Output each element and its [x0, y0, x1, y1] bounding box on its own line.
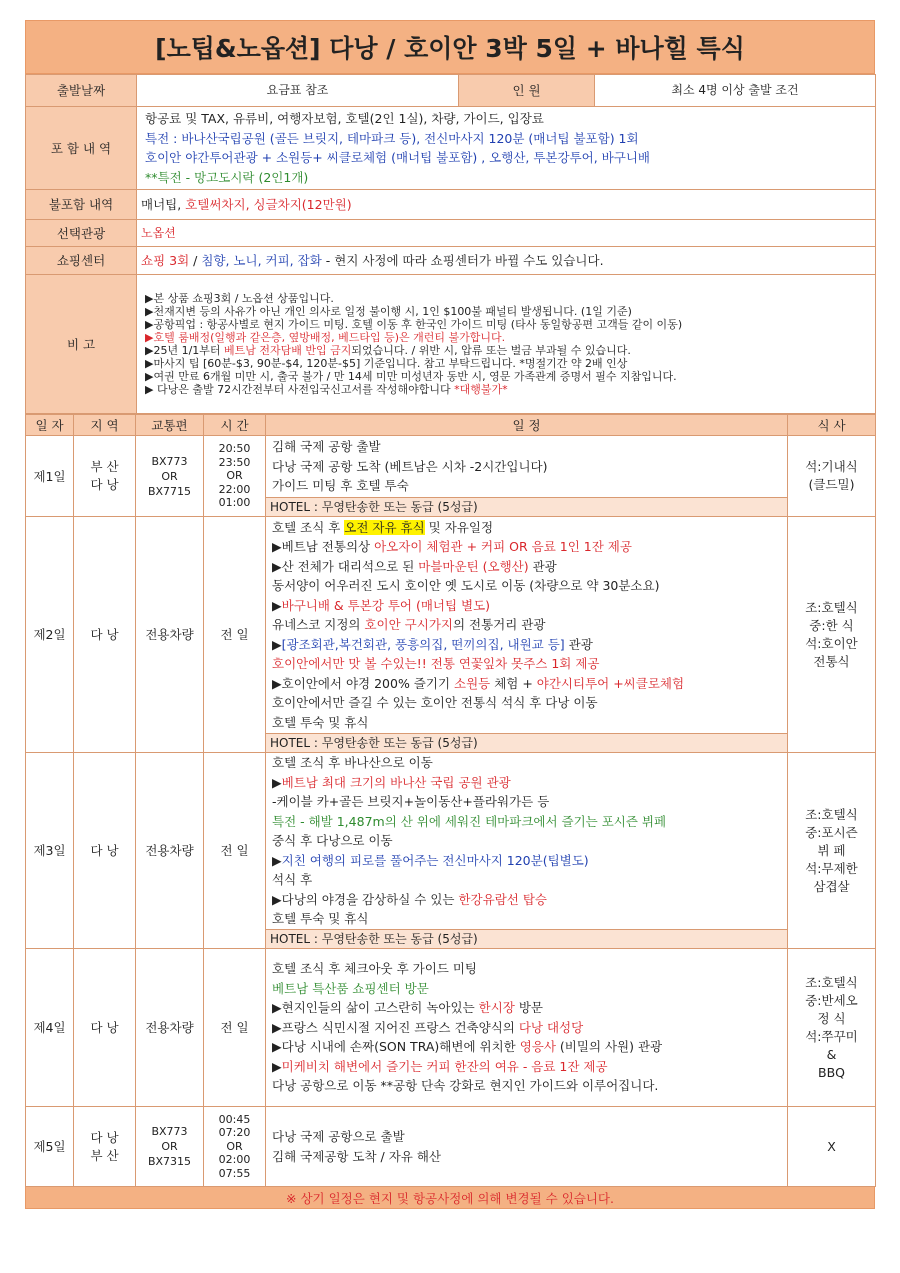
cell-line: 다 낭	[90, 626, 119, 642]
day-transport	[136, 436, 204, 517]
text-segment: ▶호이안에서 야경 200% 즐기기	[272, 675, 454, 691]
page-title: [노팁&노옵션] 다낭 / 호이안 3박 5일 + 바나힐 특식	[25, 20, 875, 74]
cell-line: 석:기내식	[805, 459, 858, 474]
text-segment: 특전 - 해발 1,487m의 산 위에 세워진 테마파크에서 즐기는 포시즌 뷔페	[272, 813, 667, 829]
text-line	[272, 1147, 781, 1167]
text-segment: 호이안에서만 맛 볼 수있는!! 전통 연꽃잎차 못주스 1회 제공	[272, 656, 600, 672]
text-segment: ▶프랑스 식민시절 지어진 프랑스 건축양식의	[272, 1019, 519, 1035]
day-meal	[788, 1107, 876, 1187]
text-line	[272, 959, 781, 979]
depart-label: 출발날짜	[26, 75, 137, 107]
day-row	[26, 517, 876, 753]
cell-line: 다 낭	[90, 842, 119, 858]
text-line	[272, 476, 781, 496]
cell-line: X	[827, 1138, 836, 1154]
text-line	[145, 148, 867, 168]
text-line	[272, 615, 781, 635]
text-line	[272, 792, 781, 812]
text-segment: 가이드 미팅 후 호텔 투숙	[272, 478, 409, 494]
text-line	[272, 909, 781, 929]
day-row	[26, 753, 876, 949]
text-segment: 의 전통거리 관광	[452, 617, 546, 633]
cell-line: BX773	[151, 454, 188, 468]
itinerary-sheet	[25, 20, 875, 1209]
text-segment: 다낭 국제 공항으로 출발	[272, 1129, 405, 1144]
cell-line: 20:50	[218, 442, 251, 456]
text-line	[145, 168, 867, 188]
text-segment: /	[189, 252, 202, 268]
day-itinerary	[266, 1107, 788, 1187]
text-line	[272, 890, 781, 910]
text-segment: 특전 :	[145, 130, 182, 146]
hotel-info: HOTEL : 무영탄송한 또는 동급 (5성급)	[266, 929, 787, 948]
text-segment: 다낭 국제 공항 도착 (베트남은 시차 -2시간입니다)	[272, 458, 548, 474]
cell-line: 전 일	[220, 1020, 249, 1035]
text-segment: 호텔 조식 후	[272, 519, 345, 535]
text-line	[145, 383, 867, 396]
text-line	[145, 331, 867, 344]
day-meal	[788, 753, 876, 949]
day-transport	[136, 517, 204, 753]
text-segment: ▶	[272, 597, 282, 613]
text-segment: 호텔써차지, 싱글차지(12만원)	[185, 196, 352, 212]
text-segment: 호텔 투숙 및 휴식	[272, 714, 369, 730]
cell-line: 부 산	[90, 459, 119, 474]
text-segment: ▶ 다낭은 출발 72시간전부터 사전입국신고서를 작성해야합니다	[145, 383, 455, 396]
day-transport	[136, 1107, 204, 1187]
text-segment: 야간시티투어 +씨클로체험	[536, 675, 685, 691]
cell-line: 다 낭	[90, 1019, 119, 1035]
text-segment: 동서양이 어우러진 도시 호이안 옛 도시로 이동 (차량으로 약 30분소요)	[272, 578, 660, 594]
day-label: 제3일	[26, 753, 74, 949]
people-value: 최소 4명 이상 출발 조건	[595, 75, 876, 107]
text-line	[272, 1037, 781, 1057]
text-segment: 중식 후 다낭으로 이동	[272, 833, 393, 849]
text-segment: ▶베트남 전통의상	[272, 539, 375, 555]
text-line	[272, 831, 781, 851]
text-segment: 및 자유일정	[424, 519, 494, 535]
cell-line: 조:호텔식	[805, 974, 858, 990]
text-line	[272, 596, 781, 616]
day-label: 제4일	[26, 949, 74, 1107]
text-line	[272, 576, 781, 596]
exclude-content	[137, 190, 876, 220]
cell-line: OR	[226, 469, 243, 483]
text-line	[145, 344, 867, 357]
people-label: 인 원	[459, 75, 595, 107]
day-region	[74, 517, 136, 753]
cell-line: 전 일	[220, 627, 249, 642]
text-segment: 한시장	[478, 1000, 515, 1016]
text-line	[272, 457, 781, 477]
day-transport	[136, 949, 204, 1107]
shop-label: 쇼핑센터	[26, 247, 137, 275]
hotel-info: HOTEL : 무영탄송한 또는 동급 (5성급)	[266, 733, 787, 752]
day-itinerary	[266, 949, 788, 1107]
text-line	[145, 370, 867, 383]
text-segment: 호텔 조식 후 체크아웃 후 가이드 미팅	[272, 961, 477, 977]
text-segment: ▶	[272, 636, 282, 652]
text-segment: 바구니배 & 투본강 투어 (매너팁 별도)	[281, 597, 491, 613]
cell-line: 다 낭	[90, 1129, 119, 1145]
text-line	[272, 773, 781, 793]
day-time	[204, 949, 266, 1107]
text-segment: 영응사	[519, 1039, 556, 1055]
cell-line: (클드밀)	[808, 477, 855, 492]
text-segment: 베트남 전자담배 반입 금지	[224, 344, 352, 357]
text-line	[145, 357, 867, 370]
text-line	[272, 1127, 781, 1147]
text-line	[272, 753, 781, 773]
text-line	[272, 998, 781, 1018]
text-segment: 항공료 및 TAX, 유류비, 여행자보험, 호텔(2인 1실), 차량, 가이드, 입장료	[145, 111, 544, 126]
day-region	[74, 436, 136, 517]
day-itinerary	[266, 517, 788, 753]
day-row	[26, 1107, 876, 1187]
text-line	[272, 518, 781, 538]
header-itinerary: 일 정	[266, 415, 788, 436]
text-line	[145, 129, 867, 149]
text-segment: 석식 후	[272, 872, 313, 888]
cell-line: BX7715	[147, 484, 192, 498]
text-segment: **특전 - 망고도시락 (2인1개)	[145, 169, 309, 185]
cell-line: 석:무제한	[805, 860, 858, 876]
text-segment: 호텔 투숙 및 휴식	[272, 911, 369, 927]
text-segment: 김해 국제 공항 출발	[272, 439, 381, 455]
day-time	[204, 517, 266, 753]
depart-value: 요금표 참조	[137, 75, 459, 107]
cell-line: 전통식	[813, 653, 850, 669]
text-line	[272, 870, 781, 890]
text-line	[272, 537, 781, 557]
text-line	[272, 1076, 781, 1096]
text-segment: 김해 국제공항 도착 / 자유 해산	[272, 1148, 441, 1164]
include-label: 포 함 내 역	[26, 107, 137, 190]
header-day: 일 자	[26, 415, 74, 436]
schedule-table	[25, 414, 876, 1187]
text-segment: 아오자이 체험관 + 커피 OR 음료 1인 1잔 제공	[374, 539, 632, 555]
text-line	[145, 109, 867, 129]
text-segment: 베트남 최대 크기의 바나산 국립 공원 관광	[281, 774, 511, 790]
text-segment: 침향, 노니, 커피, 잡화	[201, 252, 322, 268]
hotel-info: HOTEL : 무영탄송한 또는 동급 (5성급)	[266, 497, 787, 516]
cell-line: 삼겹살	[813, 878, 850, 894]
text-line	[272, 979, 781, 999]
text-segment: -케이블 카+골든 브릿지+놀이동산+플라워가든 등	[272, 794, 550, 810]
cell-line: &	[826, 1046, 837, 1062]
cell-line: 07:55	[218, 1166, 251, 1180]
day-itinerary	[266, 436, 788, 517]
cell-line: 석:호이안	[805, 635, 858, 651]
cell-line: 01:00	[218, 496, 251, 510]
text-segment: ▶	[272, 1058, 282, 1074]
cell-line: 전용차량	[145, 627, 194, 642]
day-itinerary	[266, 753, 788, 949]
text-line	[272, 557, 781, 577]
include-content	[137, 107, 876, 190]
option-value: 노옵션	[137, 220, 876, 247]
cell-line: 조:호텔식	[805, 806, 858, 822]
text-segment: 바나산국립공원 (골든 브릿지, 테마파크 등), 전신마사지 120분 (매너팁 불포함) 1회	[181, 130, 639, 146]
cell-line: 00:45	[218, 1112, 251, 1126]
cell-line: 중:반세오	[805, 992, 858, 1008]
text-segment: ▶현지인들의 삶이 고스란히 녹아있는	[272, 1000, 479, 1016]
note-content	[137, 275, 876, 414]
cell-line: 정 식	[817, 1010, 846, 1026]
cell-line: OR	[226, 1139, 243, 1153]
cell-line: 다 낭	[90, 477, 119, 492]
day-meal	[788, 517, 876, 753]
text-segment: ▶25년 1/1부터	[145, 344, 225, 357]
day-time	[204, 753, 266, 949]
text-segment: ▶천재지변 등의 사유가 아닌 개인 의사로 일정 불이행 시, 1인 $100불 패널티 발생됩니다. (1일 기준)	[145, 305, 632, 318]
text-line	[145, 318, 867, 331]
note-label: 비 고	[26, 275, 137, 414]
text-segment: 쇼핑 3회	[141, 252, 190, 268]
text-segment: ▶공항픽업 : 항공사별로 현지 가이드 미팅. 호텔 이동 후 한국인 가이드 미팅 (타사 동일항공편 고객들 같이 이동)	[145, 318, 683, 331]
text-segment: 관광	[528, 558, 557, 574]
cell-line: 석:쭈꾸미	[805, 1028, 858, 1044]
cell-line: BX773	[151, 1125, 188, 1138]
text-line	[272, 1018, 781, 1038]
text-segment: - 현지 사정에 따라 쇼핑센터가 바뀔 수도 있습니다.	[321, 252, 604, 268]
text-segment: ▶	[272, 774, 282, 790]
text-segment: (비밀의 사원) 관광	[555, 1039, 663, 1055]
text-line	[272, 437, 781, 457]
text-line	[272, 674, 781, 694]
day-transport	[136, 753, 204, 949]
text-segment: 관광	[564, 636, 593, 652]
text-segment: *대행불가*	[454, 383, 508, 396]
day-time	[204, 436, 266, 517]
cell-line: 전용차량	[145, 1020, 194, 1035]
text-segment: 다낭 공항으로 이동 **공항 단속 강화로 현지인 가이드와 이루어집니다.	[272, 1078, 659, 1094]
footer-notice: ※ 상기 일정은 현지 및 항공사정에 의해 변경될 수 있습니다.	[25, 1187, 875, 1209]
day-label: 제5일	[26, 1107, 74, 1187]
day-meal	[788, 436, 876, 517]
cell-line: BBQ	[818, 1064, 845, 1080]
text-segment: ▶호텔 룸배정(일행과 같은층, 옆방배정, 베드타입 등)은 개런티 불가합니다.	[145, 331, 506, 344]
header-time: 시 간	[204, 415, 266, 436]
text-segment: 오전 자유 휴식	[344, 519, 425, 535]
text-segment: 매너팁,	[141, 196, 186, 212]
text-segment: 방문	[514, 1000, 543, 1016]
day-label: 제2일	[26, 517, 74, 753]
text-line	[272, 693, 781, 713]
text-line	[272, 654, 781, 674]
text-segment: ▶	[272, 852, 282, 868]
day-region	[74, 949, 136, 1107]
text-segment: 다낭 대성당	[518, 1019, 584, 1035]
cell-line: 중:한 식	[809, 617, 854, 633]
text-line	[145, 292, 867, 305]
cell-line: OR	[161, 469, 178, 483]
exclude-label: 불포함 내역	[26, 190, 137, 220]
text-line	[272, 812, 781, 832]
day-time	[204, 1107, 266, 1187]
cell-line: 02:00	[218, 1153, 251, 1167]
text-segment: 미케비치 해변에서 즐기는 커피 한잔의 여유 - 음료 1잔 제공	[281, 1058, 608, 1074]
cell-line: 중:포시즌	[805, 824, 858, 840]
shop-content	[137, 247, 876, 275]
day-label: 제1일	[26, 436, 74, 517]
cell-line: 뷔 페	[817, 842, 846, 858]
day-row	[26, 436, 876, 517]
text-line	[145, 305, 867, 318]
cell-line: 22:00	[218, 482, 251, 496]
day-row	[26, 949, 876, 1107]
text-segment: ▶산 전체가 대리석으로 된	[272, 558, 419, 574]
cell-line: 07:20	[218, 1126, 251, 1140]
text-segment: 베트남 특산품 쇼핑센터 방문	[272, 980, 429, 996]
header-transport: 교통편	[136, 415, 204, 436]
text-line	[272, 635, 781, 655]
cell-line: 전 일	[220, 843, 249, 858]
day-meal	[788, 949, 876, 1107]
text-segment: [광조회관,복건회관, 풍흥의집, 떤끼의집, 내원교 등]	[281, 636, 565, 652]
text-segment: 소원등	[454, 675, 491, 691]
text-segment: 호이안 야간투어관광 + 소원등+ 씨클로체험 (매너팁 불포함) , 오행산, 투본강투어, 바구니배	[145, 150, 650, 165]
text-segment: 호이안에서만 즐길 수 있는 호이안 전통식 석식 후 다낭 이동	[272, 695, 598, 711]
text-line	[272, 1057, 781, 1077]
text-segment: 마블마운틴 (오행산)	[418, 558, 529, 574]
header-meal: 식 사	[788, 415, 876, 436]
day-region	[74, 753, 136, 949]
text-segment: 체험 +	[490, 675, 537, 691]
cell-line: 23:50	[218, 455, 251, 469]
text-segment: 지친 여행의 피로를 풀어주는 전신마사지 120분(팁별도)	[281, 852, 589, 868]
header-region: 지 역	[74, 415, 136, 436]
cell-line: OR	[161, 1140, 178, 1153]
option-label: 선택관광	[26, 220, 137, 247]
text-line	[272, 851, 781, 871]
text-segment: ▶본 상품 쇼핑3회 / 노옵션 상품입니다.	[145, 292, 334, 305]
cell-line: 부 산	[90, 1147, 119, 1163]
cell-line: 조:호텔식	[805, 599, 858, 615]
text-segment: 호이안 구시가지	[364, 617, 453, 633]
text-segment: ▶여권 만료 6개월 미만 시, 출국 불가 / 만 14세 미만 미성년자 동반 시, 영문 가족관계 증명서 필수 지참입니다.	[145, 370, 677, 383]
cell-line: BX7315	[147, 1155, 192, 1168]
info-table	[25, 74, 876, 414]
text-segment: 한강유람선 탑승	[458, 891, 547, 907]
cell-line: 전용차량	[145, 843, 194, 858]
text-segment: 호텔 조식 후 바나산으로 이동	[272, 755, 433, 771]
text-segment: ▶마사지 팁 [60분-$3, 90분-$4, 120분-$5] 기준입니다. 참고 부탁드립니다. *명절기간 약 2배 인상	[145, 357, 628, 370]
day-region	[74, 1107, 136, 1187]
text-segment: 되었습니다. / 위반 시, 압류 또는 벌금 부과될 수 있습니다.	[351, 344, 631, 357]
text-segment: 유네스코 지정의	[272, 617, 365, 633]
text-line	[272, 713, 781, 733]
text-segment: ▶다낭의 야경을 감상하실 수 있는	[272, 891, 459, 907]
text-segment: ▶다낭 시내에 손짜(SON TRA)해변에 위치한	[272, 1039, 520, 1055]
